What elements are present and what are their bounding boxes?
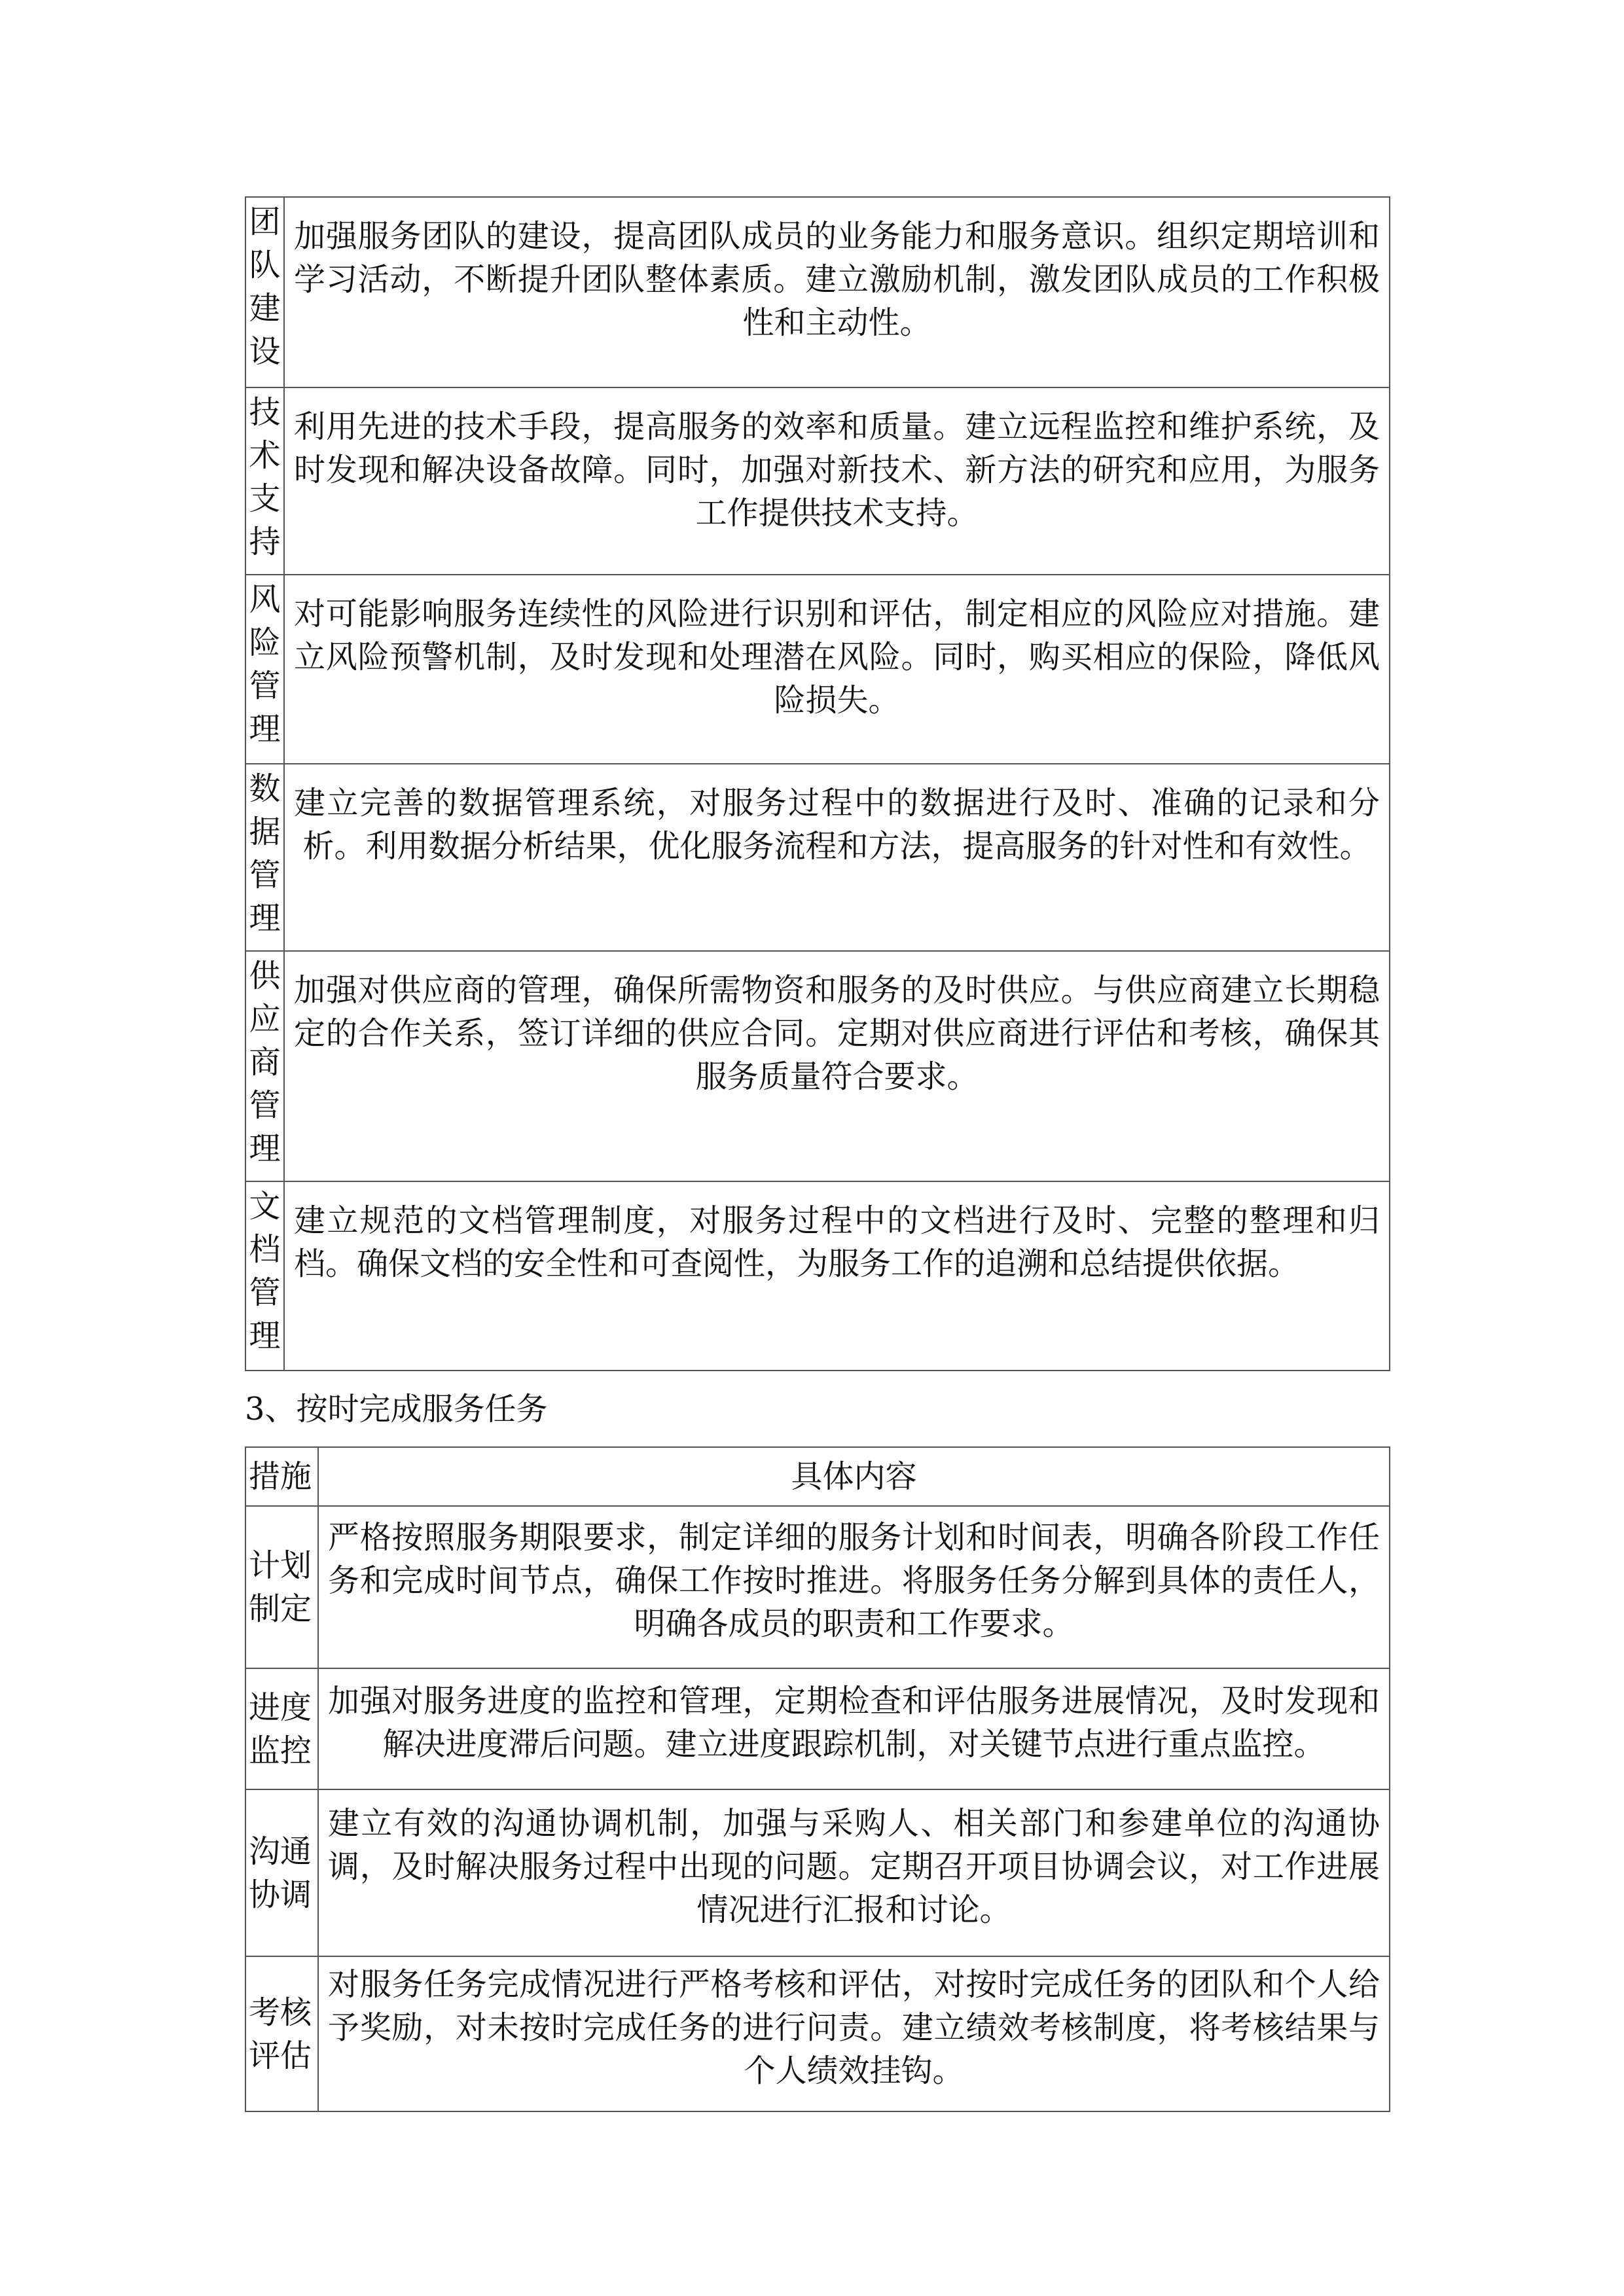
measures-table-2 — [245, 1446, 1390, 2112]
measure-label: 考核评估 — [245, 1956, 318, 2111]
measure-label: 进度监控 — [245, 1668, 318, 1789]
measure-label: 供应商管理 — [245, 951, 284, 1181]
measure-content: 严格按照服务期限要求，制定详细的服务计划和时间表，明确各阶段工作任务和完成时间节点，确保工作按时推进。将服务任务分解到具体的责任人，明确各成员的职责和工作要求。 — [318, 1506, 1390, 1668]
table-row — [245, 1956, 1390, 2111]
table-row — [245, 575, 1390, 764]
table-row — [245, 1789, 1390, 1956]
measure-content: 对可能影响服务连续性的风险进行识别和评估，制定相应的风险应对措施。建立风险预警机制，及时发现和处理潜在风险。同时，购买相应的保险，降低风险损失。 — [284, 575, 1390, 764]
measure-label: 风险管理 — [245, 575, 284, 764]
measure-content: 加强服务团队的建设，提高团队成员的业务能力和服务意识。组织定期培训和学习活动，不断提升团队整体素质。建立激励机制，激发团队成员的工作积极性和主动性。 — [284, 197, 1390, 387]
measure-content: 对服务任务完成情况进行严格考核和评估，对按时完成任务的团队和个人给予奖励，对未按时完成任务的进行问责。建立绩效考核制度，将考核结果与个人绩效挂钩。 — [318, 1956, 1390, 2111]
measure-label: 沟通协调 — [245, 1789, 318, 1956]
measures-table-1 — [245, 196, 1390, 1371]
table-row — [245, 951, 1390, 1181]
measure-content: 建立完善的数据管理系统，对服务过程中的数据进行及时、准确的记录和分析。利用数据分析结果，优化服务流程和方法，提高服务的针对性和有效性。 — [284, 764, 1390, 951]
table-row — [245, 764, 1390, 951]
measure-label: 文档管理 — [245, 1181, 284, 1371]
measure-content: 加强对供应商的管理，确保所需物资和服务的及时供应。与供应商建立长期稳定的合作关系，签订详细的供应合同。定期对供应商进行评估和考核，确保其服务质量符合要求。 — [284, 951, 1390, 1181]
measure-label: 计划制定 — [245, 1506, 318, 1668]
column-header-measure: 措施 — [245, 1447, 318, 1506]
measure-content: 利用先进的技术手段，提高服务的效率和质量。建立远程监控和维护系统，及时发现和解决设备故障。同时，加强对新技术、新方法的研究和应用，为服务工作提供技术支持。 — [284, 387, 1390, 575]
column-header-content: 具体内容 — [318, 1447, 1390, 1506]
table-row — [245, 1181, 1390, 1371]
measure-content: 加强对服务进度的监控和管理，定期检查和评估服务进展情况，及时发现和解决进度滞后问题。建立进度跟踪机制，对关键节点进行重点监控。 — [318, 1668, 1390, 1789]
table-row — [245, 387, 1390, 575]
table-row — [245, 1668, 1390, 1789]
section-heading: 3、按时完成服务任务 — [245, 1391, 548, 1427]
measure-label: 技术支持 — [245, 387, 284, 575]
measure-content: 建立有效的沟通协调机制，加强与采购人、相关部门和参建单位的沟通协调，及时解决服务过程中出现的问题。定期召开项目协调会议，对工作进展情况进行汇报和讨论。 — [318, 1789, 1390, 1956]
measure-label: 数据管理 — [245, 764, 284, 951]
measure-label: 团队建设 — [245, 197, 284, 387]
measure-content: 建立规范的文档管理制度，对服务过程中的文档进行及时、完整的整理和归档。确保文档的安全性和可查阅性，为服务工作的追溯和总结提供依据。 — [284, 1181, 1390, 1371]
table-row — [245, 1506, 1390, 1668]
table-row — [245, 197, 1390, 387]
table-header-row — [245, 1447, 1390, 1506]
